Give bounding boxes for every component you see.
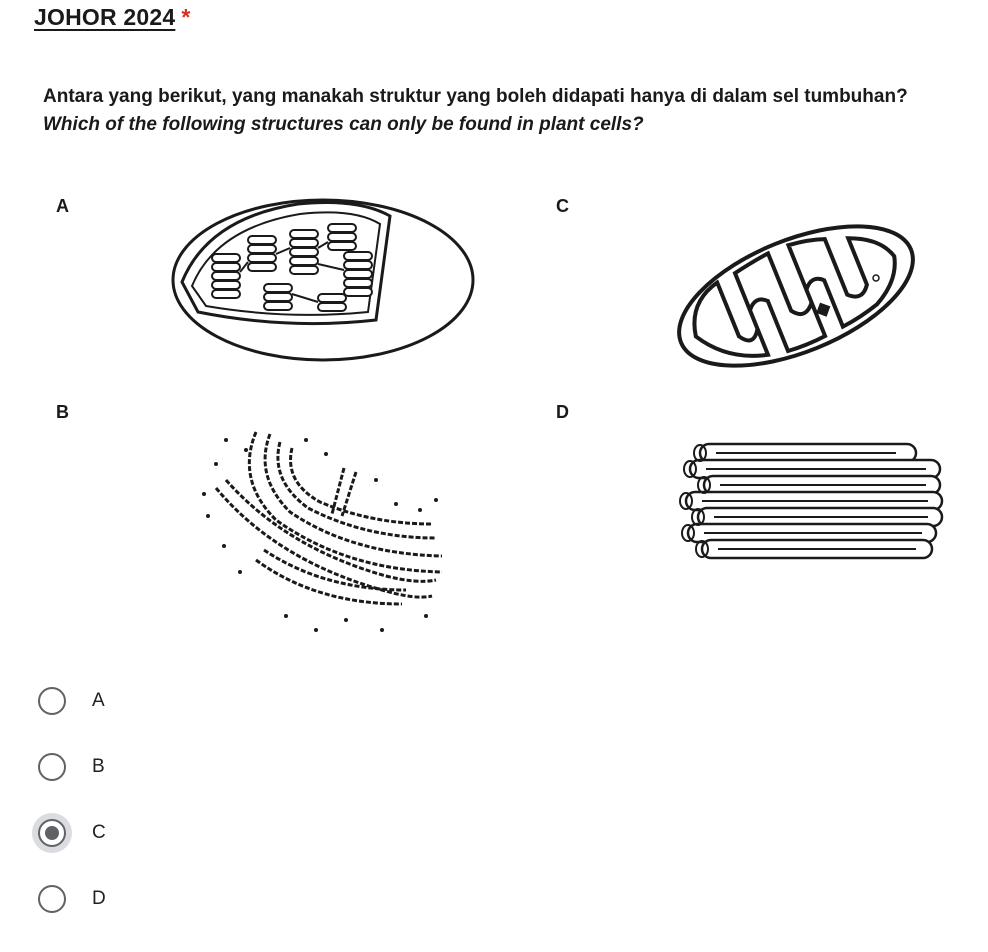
rough-er-icon: [196, 420, 446, 640]
figure-label-b: B: [56, 402, 69, 422]
radio-c-selected-dot: [45, 826, 59, 840]
option-d-label[interactable]: D: [92, 888, 106, 909]
option-c[interactable]: [32, 813, 106, 853]
radio-a-wrap[interactable]: [32, 681, 72, 721]
radio-a[interactable]: [38, 687, 66, 715]
question-text-malay: Antara yang berikut, yang manakah struktur yang boleh didapati hanya di dalam sel tumbuhan?: [43, 86, 908, 107]
mitochondrion-icon: [668, 212, 924, 380]
centriole-icon: [676, 436, 948, 572]
required-asterisk: *: [181, 4, 191, 30]
option-a[interactable]: [32, 681, 105, 721]
radio-c-wrap[interactable]: [32, 813, 72, 853]
figure-label-c: C: [556, 196, 569, 216]
question-title-text: JOHOR 2024: [34, 4, 176, 30]
radio-d-wrap[interactable]: [32, 879, 72, 919]
question-title: [34, 4, 191, 31]
option-d[interactable]: [32, 879, 106, 919]
radio-b-wrap[interactable]: [32, 747, 72, 787]
radio-b[interactable]: [38, 753, 66, 781]
question-text-english: Which of the following structures can only be found in plant cells?: [43, 114, 644, 135]
figure-label-a: A: [56, 196, 69, 216]
radio-d[interactable]: [38, 885, 66, 913]
option-c-label[interactable]: C: [92, 822, 106, 843]
option-b-label[interactable]: B: [92, 756, 105, 777]
chloroplast-icon: [168, 190, 480, 380]
option-b[interactable]: [32, 747, 105, 787]
option-a-label[interactable]: A: [92, 690, 105, 711]
figure-label-d: D: [556, 402, 569, 422]
radio-c[interactable]: [38, 819, 66, 847]
